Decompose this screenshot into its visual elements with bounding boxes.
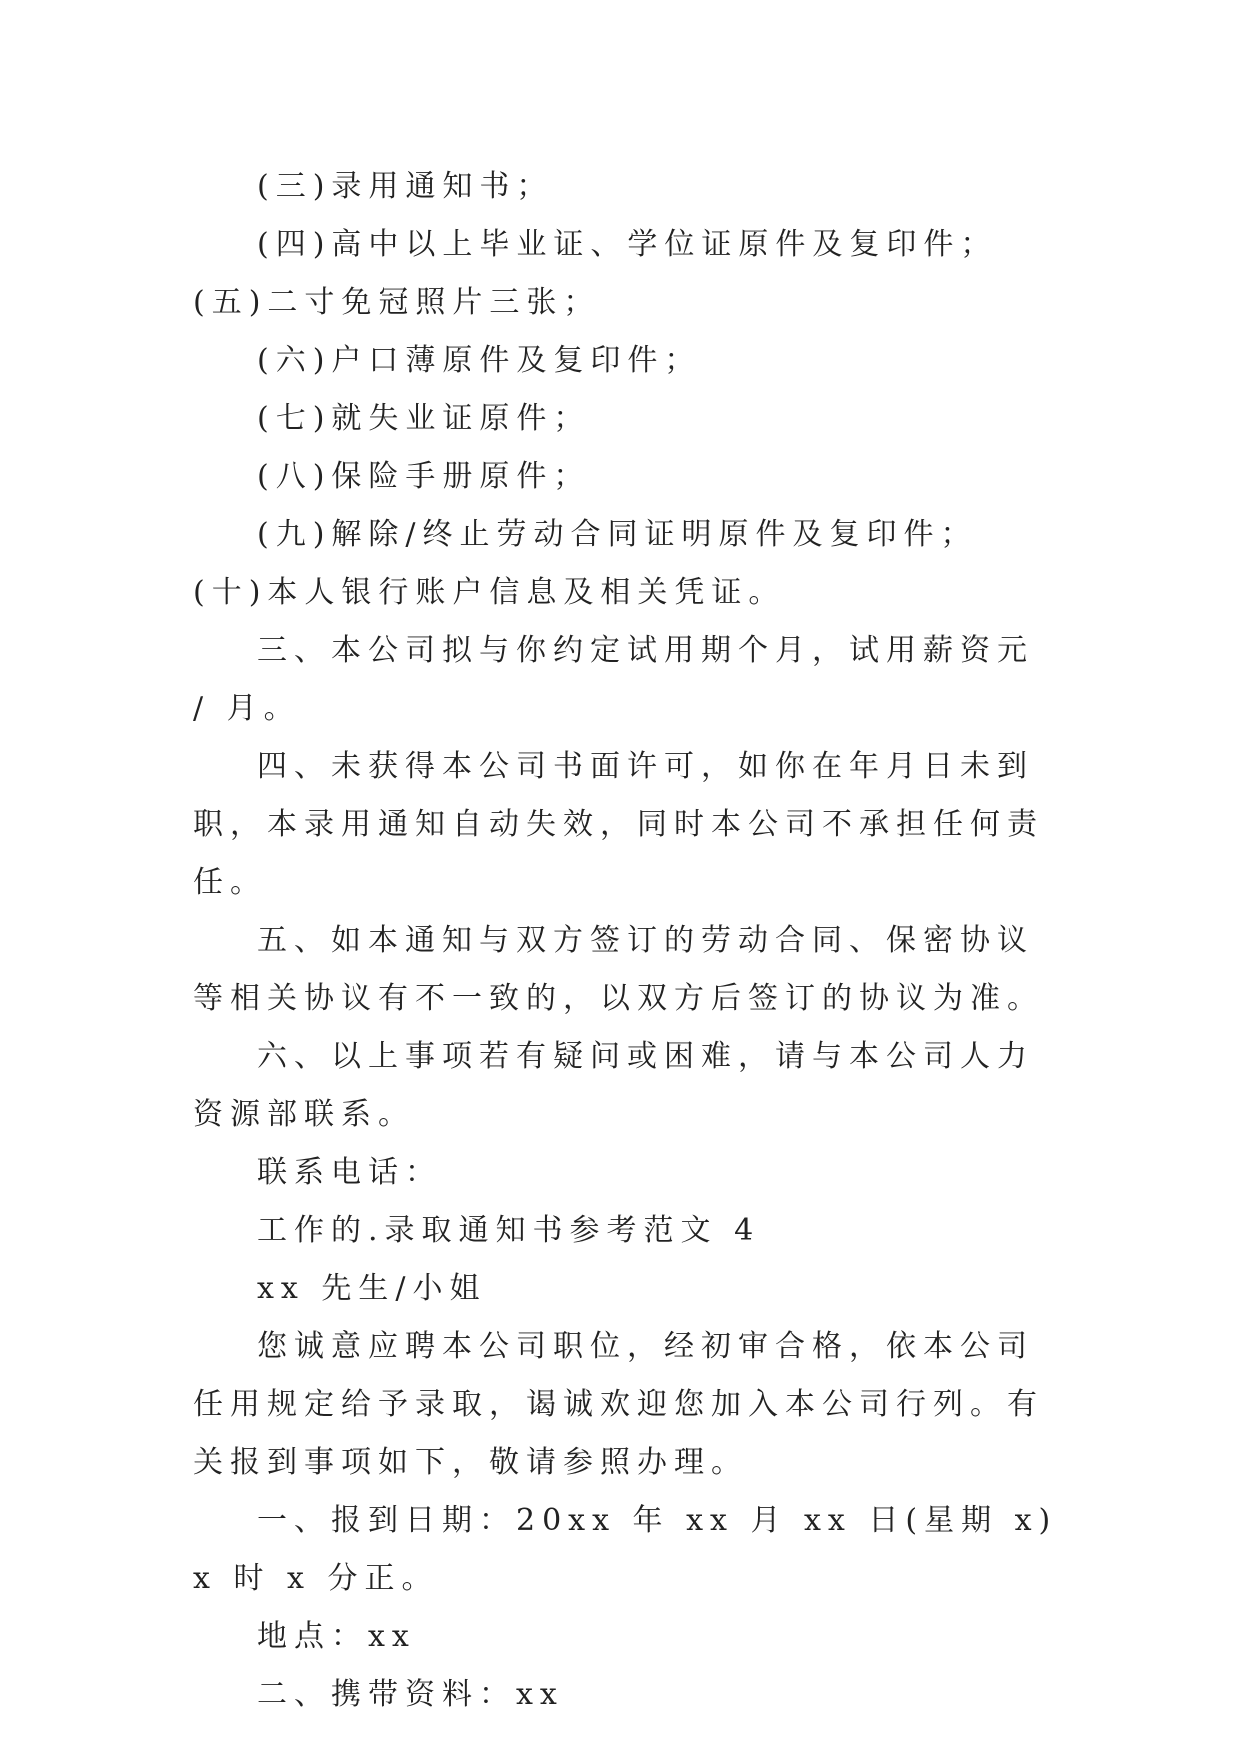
welcome-paragraph: 您诚意应聘本公司职位，经初审合格，依本公司任用规定给予录取，谒诚欢迎您加入本公司行列。有关报到事项如下，敬请参照办理。 xyxy=(193,1329,1044,1480)
list-item-diploma-photos: (四)高中以上毕业证、学位证原件及复印件； (五)二寸免冠照片三张； xyxy=(193,227,1014,320)
list-item-insurance-handbook: (八)保险手册原件； xyxy=(257,459,591,494)
document-body xyxy=(193,158,1063,1724)
list-item-employment-certificate: (七)就失业证原件； xyxy=(257,401,591,436)
list-item-termination-bank-info: (九)解除/终止劳动合同证明原件及复印件； (十)本人银行账户信息及相关凭证。 xyxy=(193,517,995,610)
report-location: 地点：xx xyxy=(257,1619,416,1654)
section-agreement-precedence: 五、如本通知与双方签订的劳动合同、保密协议等相关协议有不一致的，以双方后签订的协议为准。 xyxy=(193,923,1044,1016)
section-notice-expiry: 四、未获得本公司书面许可，如你在年月日未到职，本录用通知自动失效，同时本公司不承担任何责任。 xyxy=(193,749,1044,900)
section-probation-period: 三、本公司拟与你约定试用期个月，试用薪资元 / 月。 xyxy=(193,633,1051,726)
salutation: xx 先生/小姐 xyxy=(257,1271,487,1306)
section-report-date: 一、报到日期：20xx 年 xx 月 xx 日(星期 x)x 时 x 分正。 xyxy=(193,1503,1058,1596)
section-hr-contact: 六、以上事项若有疑问或困难，请与本公司人力资源部联系。 xyxy=(193,1039,1034,1132)
sample-heading: 工作的.录取通知书参考范文 4 xyxy=(257,1213,761,1248)
list-item-admission-notice: (三)录用通知书； xyxy=(257,169,554,204)
section-required-documents: 二、携带资料：xx xyxy=(257,1677,564,1712)
contact-phone-label: 联系电话： xyxy=(257,1155,442,1190)
list-item-household-register: (六)户口薄原件及复印件； xyxy=(257,343,702,378)
